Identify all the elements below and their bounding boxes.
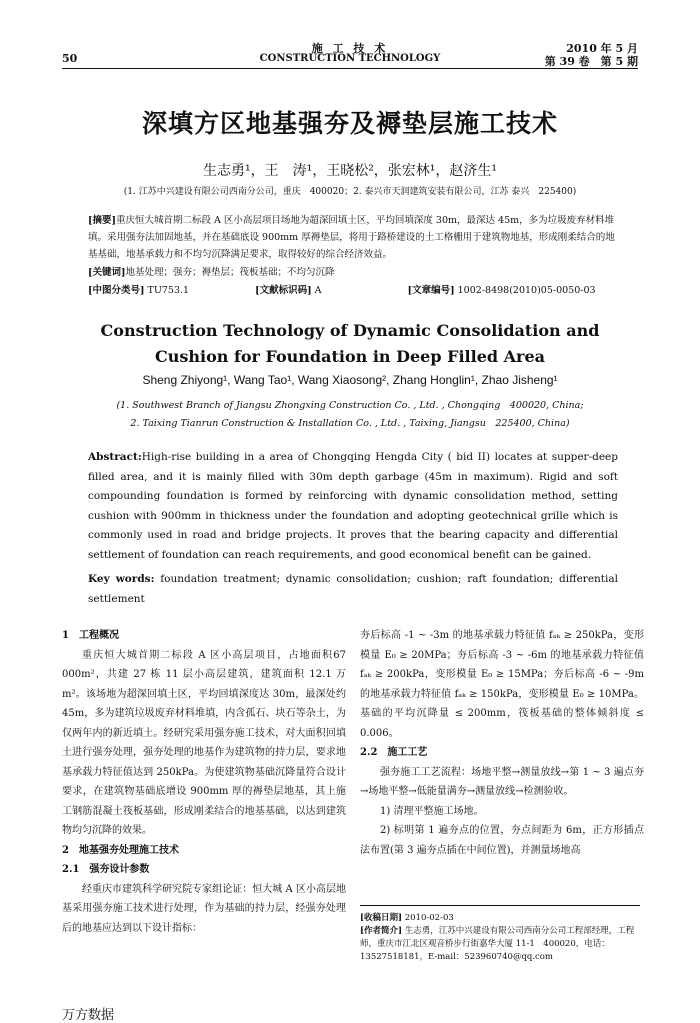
affiliation-en-1: (1. Southwest Branch of Jiangsu Zhongxing Construction Co. , Ltd. , Chongqing 400020, China; bbox=[116, 400, 584, 411]
keywords-en-text: foundation treatment; dynamic consolidation; cushion; raft foundation; differential settlement bbox=[88, 573, 618, 605]
clc-label: [中图分类号] bbox=[88, 285, 145, 296]
abstract-cn-text: 重庆恒大城首期二标段 A 区小高层项目场地为超深回填土区，平均回填深度 30m，最深达 45m，多为垃圾废弃材料堆填。采用强夯法加固地基，并在基础底设 900mm 厚褥垫层，将用于路桥建设的土工格栅用于建筑物地基，形成刚柔结合的地基基础，地基承载力和不均匀沉降满足要求，取得较好的综合经济效益。 bbox=[88, 215, 615, 260]
keywords-cn-text: 地基处理；强夯；褥垫层；筏板基础；不均匀沉降 bbox=[125, 267, 335, 278]
subsection-heading: 2.2 施工工艺 bbox=[360, 747, 428, 758]
title-en-line1: Construction Technology of Dynamic Consolidation and bbox=[100, 321, 600, 340]
paragraph: 重庆恒大城首期二标段 A 区小高层项目，占地面积67 000m²，共建 27 栋 11 层小高层建筑，建筑面积 12.1 万 m²。该场地为超深回填土区，平均回填深度达 30m，最深处约 45m，多为建筑垃圾废弃材料堆填，内含孤石、块石等杂土，为仅两年内的新近填土。经研究采用强夯施工技术，对大面积回填土进行强夯处理，强夯处理的地基作为建筑物的持力层，要求地基承载力特征值达到 250kPa。为使建筑物基础沉降量符合设计要求，在建筑物基础底增设 900mm 厚的褥垫层地基，其上施工钢筋混凝土筏板基础，形成刚柔结合的地基基础，以达到建筑物均匀沉降的效果。 bbox=[62, 649, 346, 836]
doc-code-value: A bbox=[314, 285, 322, 296]
abstract-cn-label: [摘要] bbox=[88, 215, 116, 226]
affiliation-cn: (1. 江苏中兴建设有限公司西南分公司，重庆 400020；2. 泰兴市天润建筑安装有限公司，江苏 泰兴 225400) bbox=[123, 187, 577, 197]
journal-title-en: CONSTRUCTION TECHNOLOGY bbox=[259, 53, 441, 64]
paragraph: 经重庆市建筑科学研究院专家组论证：恒大城 A 区小高层地基采用强夯施工技术进行处理，作为基础的持力层，经强夯处理后的地基应达到以下设计指标： bbox=[62, 883, 346, 934]
author-bio: 生志勇，江苏中兴建设有限公司西南分公司工程部经理，工程师，重庆市江北区观音桥步行街嘉华大厦 11-1 400020，电话：13527518181，E-mail：523960740@qq.com bbox=[360, 926, 635, 962]
paragraph: 2) 标明第 1 遍夯点的位置，夯点间距为 6m，正方形插点法布置(第 3 遍夯点插在中间位置)，并测量场地高 bbox=[360, 825, 644, 856]
issue-volume: 第 39 卷 第 5 期 bbox=[544, 55, 638, 68]
footnote bbox=[360, 905, 640, 964]
abstract-en-text: High-rise building in a area of Chongqing Hengda City ( bid II) locates at supper-deep filled area, and it is mainly filled with 30m depth garbage (45m in maximum). Rigid and soft compounding foundation is formed by reinforcing with dynamic consolidation method, setting cushion with 900mm in thickness under the foundation and adopting geotechnical grille which is commonly used in road and bridge projects. It proves that the bearing capacity and differential settlement of foundation can reach requirements, and good economical benefit can be gained. bbox=[88, 451, 618, 561]
section-heading: 1 工程概况 bbox=[62, 630, 119, 641]
keywords-cn bbox=[88, 264, 618, 281]
title-en bbox=[0, 318, 700, 370]
authors-cn: 生志勇¹，王 涛¹，王晓松²，张宏林¹，赵济生¹ bbox=[202, 163, 498, 179]
subsection-heading: 2.1 强夯设计参数 bbox=[62, 864, 150, 875]
issue-date: 2010 年 5 月 bbox=[566, 42, 638, 55]
classification-row bbox=[88, 282, 596, 296]
clc-value: TU753.1 bbox=[147, 285, 190, 296]
abstract-en bbox=[88, 448, 618, 565]
body-left-column bbox=[62, 626, 346, 938]
keywords-cn-label: [关键词] bbox=[88, 267, 126, 278]
author-bio-label: [作者简介] bbox=[360, 926, 403, 936]
section-heading: 2 地基强夯处理施工技术 bbox=[62, 844, 179, 856]
header-rule bbox=[62, 68, 638, 69]
authors-en: Sheng Zhiyong¹, Wang Tao¹, Wang Xiaosong², Zhang Honglin¹, Zhao Jisheng¹ bbox=[142, 373, 558, 387]
abstract-en-label: Abstract: bbox=[88, 451, 142, 463]
abstract-cn bbox=[88, 212, 618, 263]
keywords-en bbox=[88, 570, 618, 609]
watermark: 万方数据 bbox=[62, 1007, 115, 1022]
journal-title-cn: 施 工 技 术 bbox=[311, 42, 389, 55]
article-no-label: [文章编号] bbox=[407, 285, 455, 296]
title-cn: 深填方区地基强夯及褥垫层施工技术 bbox=[141, 109, 558, 138]
doc-code-label: [文献标识码] bbox=[255, 285, 312, 296]
keywords-en-label: Key words: bbox=[88, 573, 155, 585]
title-en-line2: Cushion for Foundation in Deep Filled Area bbox=[154, 347, 546, 366]
paragraph: 强夯施工工艺流程：场地平整→测量放线→第 1 ~ 3 遍点夯→场地平整→低能量满夯→测量放线→检测验收。 bbox=[360, 766, 644, 797]
page-number: 50 bbox=[62, 52, 78, 65]
paragraph: 夯后标高 -1 ~ -3m 的地基承载力特征值 fₐₖ ≥ 250kPa，变形模量 E₀ ≥ 20MPa；夯后标高 -3 ~ -6m 的地基承载力特征值 fₐₖ ≥ 200kPa，变形模量 E₀ ≥ 15MPa；夯后标高 -6 ~ -9m 的地基承载力特征值 fₐₖ ≥ 150kPa，变形模量 E₀ ≥ 10MPa。基础的平均沉降量 ≤ 200mm，筏板基础的整体倾斜度 ≤ 0.006。 bbox=[360, 630, 644, 739]
body-right-column bbox=[360, 626, 644, 860]
article-no-value: 1002-8498(2010)05-0050-03 bbox=[457, 285, 596, 296]
received-date: 2010-02-03 bbox=[404, 913, 454, 923]
received-label: [收稿日期] bbox=[360, 913, 403, 923]
paragraph: 1) 清理平整施工场地。 bbox=[380, 805, 484, 817]
affiliation-en-2: 2. Taixing Tianrun Construction & Installation Co. , Ltd. , Taixing, Jiangsu 225400, China) bbox=[130, 418, 570, 429]
